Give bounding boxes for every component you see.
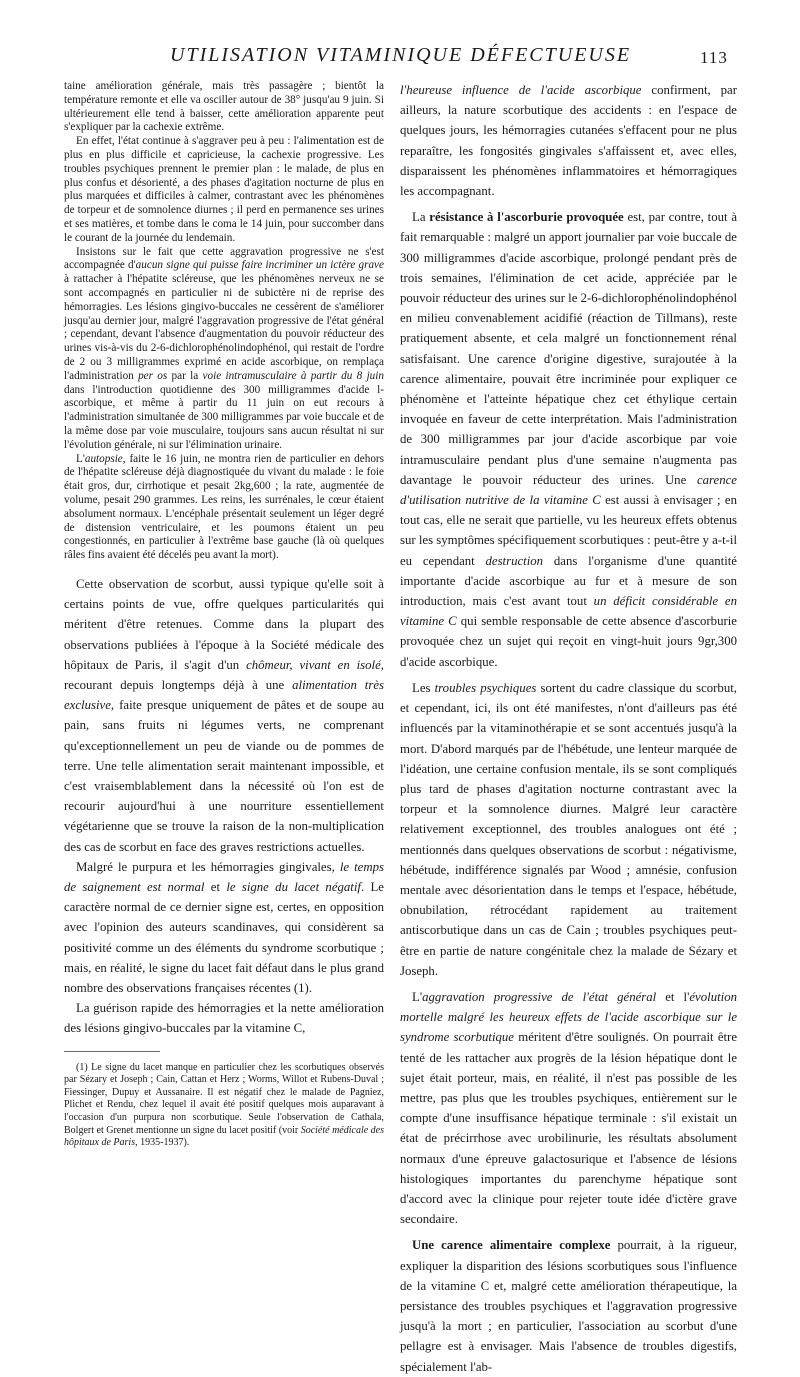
left-column xyxy=(64,80,384,1150)
footnote: (1) Le signe du lacet manque en particulier chez les scorbutiques observés par Sézary et Joseph ; Cain, Cattan et Herz ; Worms, Willot et Rubens-Duval ; Fiessinger, Dupuy et Aussanaire. Il est négatif chez le malade de Pagniez, Plichet et Rendu, chez lequel il avait été positif quelques mois auparavant à l'occasion d'un purpura non scorbutique. Seule l'observation de Cathala, Bolgert et Grenet mentionne un signe du lacet positif (voir Société médicale des hôpitaux de Paris, 1935-1937). xyxy=(64,1061,384,1149)
paragraph: Une carence alimentaire complexe pourrait, à la rigueur, expliquer la disparition des lésions scorbutiques sous l'influence de la vitamine C et, malgré cette amélioration thérapeutique, la persistance des troubles psychiques et l'aggravation progressive jusqu'à la mort ; en particulier, l'association au scorbut d'une pellagre est à envisager. Mais l'absence de troubles digestifs, spécialement l'ab- xyxy=(400,1238,737,1374)
paragraph: En effet, l'état continue à s'aggraver peu à peu : l'alimentation est de plus en plus difficile et capricieuse, la cachexie progressive. Les troubles psychiques prennent le premier plan : le malade, de plus en plus confus et désorienté, a des phases d'agitation nocturne de plus en plus marquées et difficiles à calmer, contrastant avec les phénomènes de torpeur et de somnolence diurnes ; il perd en permanence ses urines et ses matières, et tombe dans le coma le 14 juin, pour succomber dans le courant de la journée du lendemain. xyxy=(64,135,384,244)
paragraph: Malgré le purpura et les hémorragies gingivales, le temps de saignement est normal et le signe du lacet négatif. Le caractère normal de ce dernier signe est, certes, en opposition avec l'opinion des auteurs scandinaves, qui considèrent sa positivité comme un des éléments du syndrome scorbutique ; mais, en réalité, le signe du lacet fait défaut dans le plus grand nombre des observations françaises récentes (1). xyxy=(64,859,384,995)
running-head: UTILISATION VITAMINIQUE DÉFECTUEUSE xyxy=(170,44,632,66)
paragraph: Cette observation de scorbut, aussi typique qu'elle soit à certains points de vue, offre quelques particularités qui méritent d'être retenues. Comme dans la plupart des observations publiées à l'époque à la Société médicale des hôpitaux de Paris, il s'agit d'un chômeur, vivant en isolé, recourant depuis longtemps déjà à une alimentation très exclusive, faite presque uniquement de pâtes et de soupe au pain, sans fruits ni légumes verts, ne comprenant qu'exceptionnellement un peu de viande ou de pommes de terre. Une telle alimentation serait maintenant impossible, et c'est vraisemblablement dans la nécessité où l'on est de recourir aujourd'hui à une nourriture essentiellement végétarienne que se trouve la raison de la non-multiplication des cas de scorbut en face des graves restrictions actuelles. xyxy=(64,576,384,854)
paragraph: taine amélioration générale, mais très passagère ; bientôt la température remonte et elle va osciller autour de 38° jusqu'au 9 juin. Si ultérieurement elle tend à baisser, cette amélioration apparente peut s'expliquer par la cachexie extrême. xyxy=(64,80,384,134)
paragraph: Insistons sur le fait que cette aggravation progressive ne s'est accompagnée d'aucun signe qui puisse faire incriminer un ictère grave à rattacher à l'hépatite scléreuse, que les phénomènes nerveux ne se sont accompagnés en particulier ni de subictère ni de reprise des hémorragies. Les lésions gingivo-buccales ne cessèrent de s'améliorer jusqu'au dernier jour, malgré l'aggravation progressive de l'état général ; cependant, devant l'absence d'augmentation du pouvoir réducteur des urines vis-à-vis du 2-6-dichlorophénolindophénol, qui restait de l'ordre de 2 ou 3 milligrammes exprimé en acide ascorbique, on remplaça l'administration per os par la voie intramusculaire à partir du 8 juin dans l'introduction quotidienne des 300 milligrammes d'acide l-ascorbique, et même à partir du 11 juin on eut recours à l'administration simultanée de 300 milligrammes par voie buccale et de la même dose par voie musculaire, toujours sans aucun résultat ni sur l'évolution générale, ni sur l'élimination urinaire. xyxy=(64,245,384,451)
right-column xyxy=(400,80,737,1377)
paragraph: La guérison rapide des hémorragies et la nette amélioration des lésions gingivo-buccales par la vitamine C, xyxy=(64,1001,384,1036)
footnote-divider xyxy=(64,1051,160,1052)
paragraph: L'autopsie, faite le 16 juin, ne montra rien de particulier en dehors de l'hépatite scléreuse déjà diagnostiquée du vivant du malade : le foie était gros, dur, cirrhotique et pesait 2kg,600 ; la rate, augmentée de volume, pesait 290 grammes. Les reins, les surrénales, le cœur étaient absolument normaux. L'encéphale présentait seulement un léger degré de distension ventriculaire, et les poumons étaient un peu congestionnés, en particulier à l'extrême base gauche (là où quelques râles fins avaient été décelés peu avant la mort). xyxy=(64,452,384,562)
paragraph: L'aggravation progressive de l'état général et l'évolution mortelle malgré les heureux effets de l'acide ascorbique sur le syndrome scorbutique méritent d'être soulignés. On pourrait être tenté de les rattacher aux progrès de la lésion hépatique dont le sujet était porteur, mais, en réalité, il n'est pas possible de les mettre, pas plus que les troubles psychiques, entièrement sur le compte d'une insuffisance hépatique terminale : s'il existait un état de précirrhose avec urobilinurie, les résultats absolument normaux d'une épreuve galactosurique et l'absence de lésions histologiques importantes du parenchyme hépatique sont d'accord avec la clinique pour rejeter toute idée d'ictère grave secondaire. xyxy=(400,989,737,1227)
page-number: 113 xyxy=(700,48,728,67)
paragraph: Les troubles psychiques sortent du cadre classique du scorbut, et cependant, ici, ils ont été manifestes, n'ont d'ailleurs pas été influencés par la vitaminothérapie et se sont accentués jusqu'à la mort. D'abord marqués par de l'hébétude, une lenteur marquée de l'idéation, une certaine confusion mentale, ils se sont compliqués plus tard de phases d'agitation nocturne contrastant avec la torpeur et la somnolence diurnes. Malgré leur caractère relativement exceptionnel, des troubles analogues ont été ; mentionnés dans quelques observations de scorbut : négativisme, hébétude, indifférence signalés par Wood ; amnésie, confusion mentale avec désorientation dans le temps et l'espace, hébétude, obnubilation, rétrocédant rapidement au traitement antiscorbutique dans un cas de Cain ; troubles psychiques peut-être en partie de nature congénitale chez la malade de Sézary et Joseph. xyxy=(400,680,737,978)
paragraph: l'heureuse influence de l'acide ascorbique confirment, par ailleurs, la nature scorbutique des accidents : en l'espace de quelques jours, les hémorragies cutanées s'effacent pour ne plus reparaître, les fongosités gingivales s'affaissent et, avec elles, disparaissent les phénomènes inflammatoires et hémorragiques les accompagnant. xyxy=(400,83,737,199)
paragraph: La résistance à l'ascorburie provoquée est, par contre, tout à fait remarquable : malgré un apport journalier par voie buccale de 300 milligrammes d'acide ascorbique, prolongé pendant près de trois semaines, l'élimination de cet acide, appréciée par le pouvoir réducteur des urines sur le 2-6-dichlorophénolindophénol en milieu convenablement acidifié (réaction de Tillmans), reste pratiquement absente, et cela malgré un fonctionnement rénal satisfaisant. Une carence d'origine digestive, surajoutée à la carence alimentaire, pouvait être incriminée pour expliquer ce phénomène et l'atteinte hépatique chez cet éthylique certain invoquée en faveur de cette interprétation. Mais l'administration de 300 milligrammes par jour d'acide ascorbique par voie intramusculaire pendant plus d'une semaine n'augmenta pas davantage le pouvoir réducteur des urines. Une carence d'utilisation nutritive de la vitamine C est aussi à envisager ; en tout cas, elle ne serait que partielle, vu les heureux effets obtenus sur les symptômes spécifiquement scorbutiques : peut-être y a-t-il eu cependant destruction dans l'organisme d'une quantité importante d'acide ascorbique au fur et à mesure de son introduction, mais c'est avant tout un déficit considérable en vitamine C qui semble responsable de cette absence d'ascorburie provoquée chez un sujet qui reçoit en vingt-huit jours 9gr,300 d'acide ascorbique. xyxy=(400,210,738,669)
